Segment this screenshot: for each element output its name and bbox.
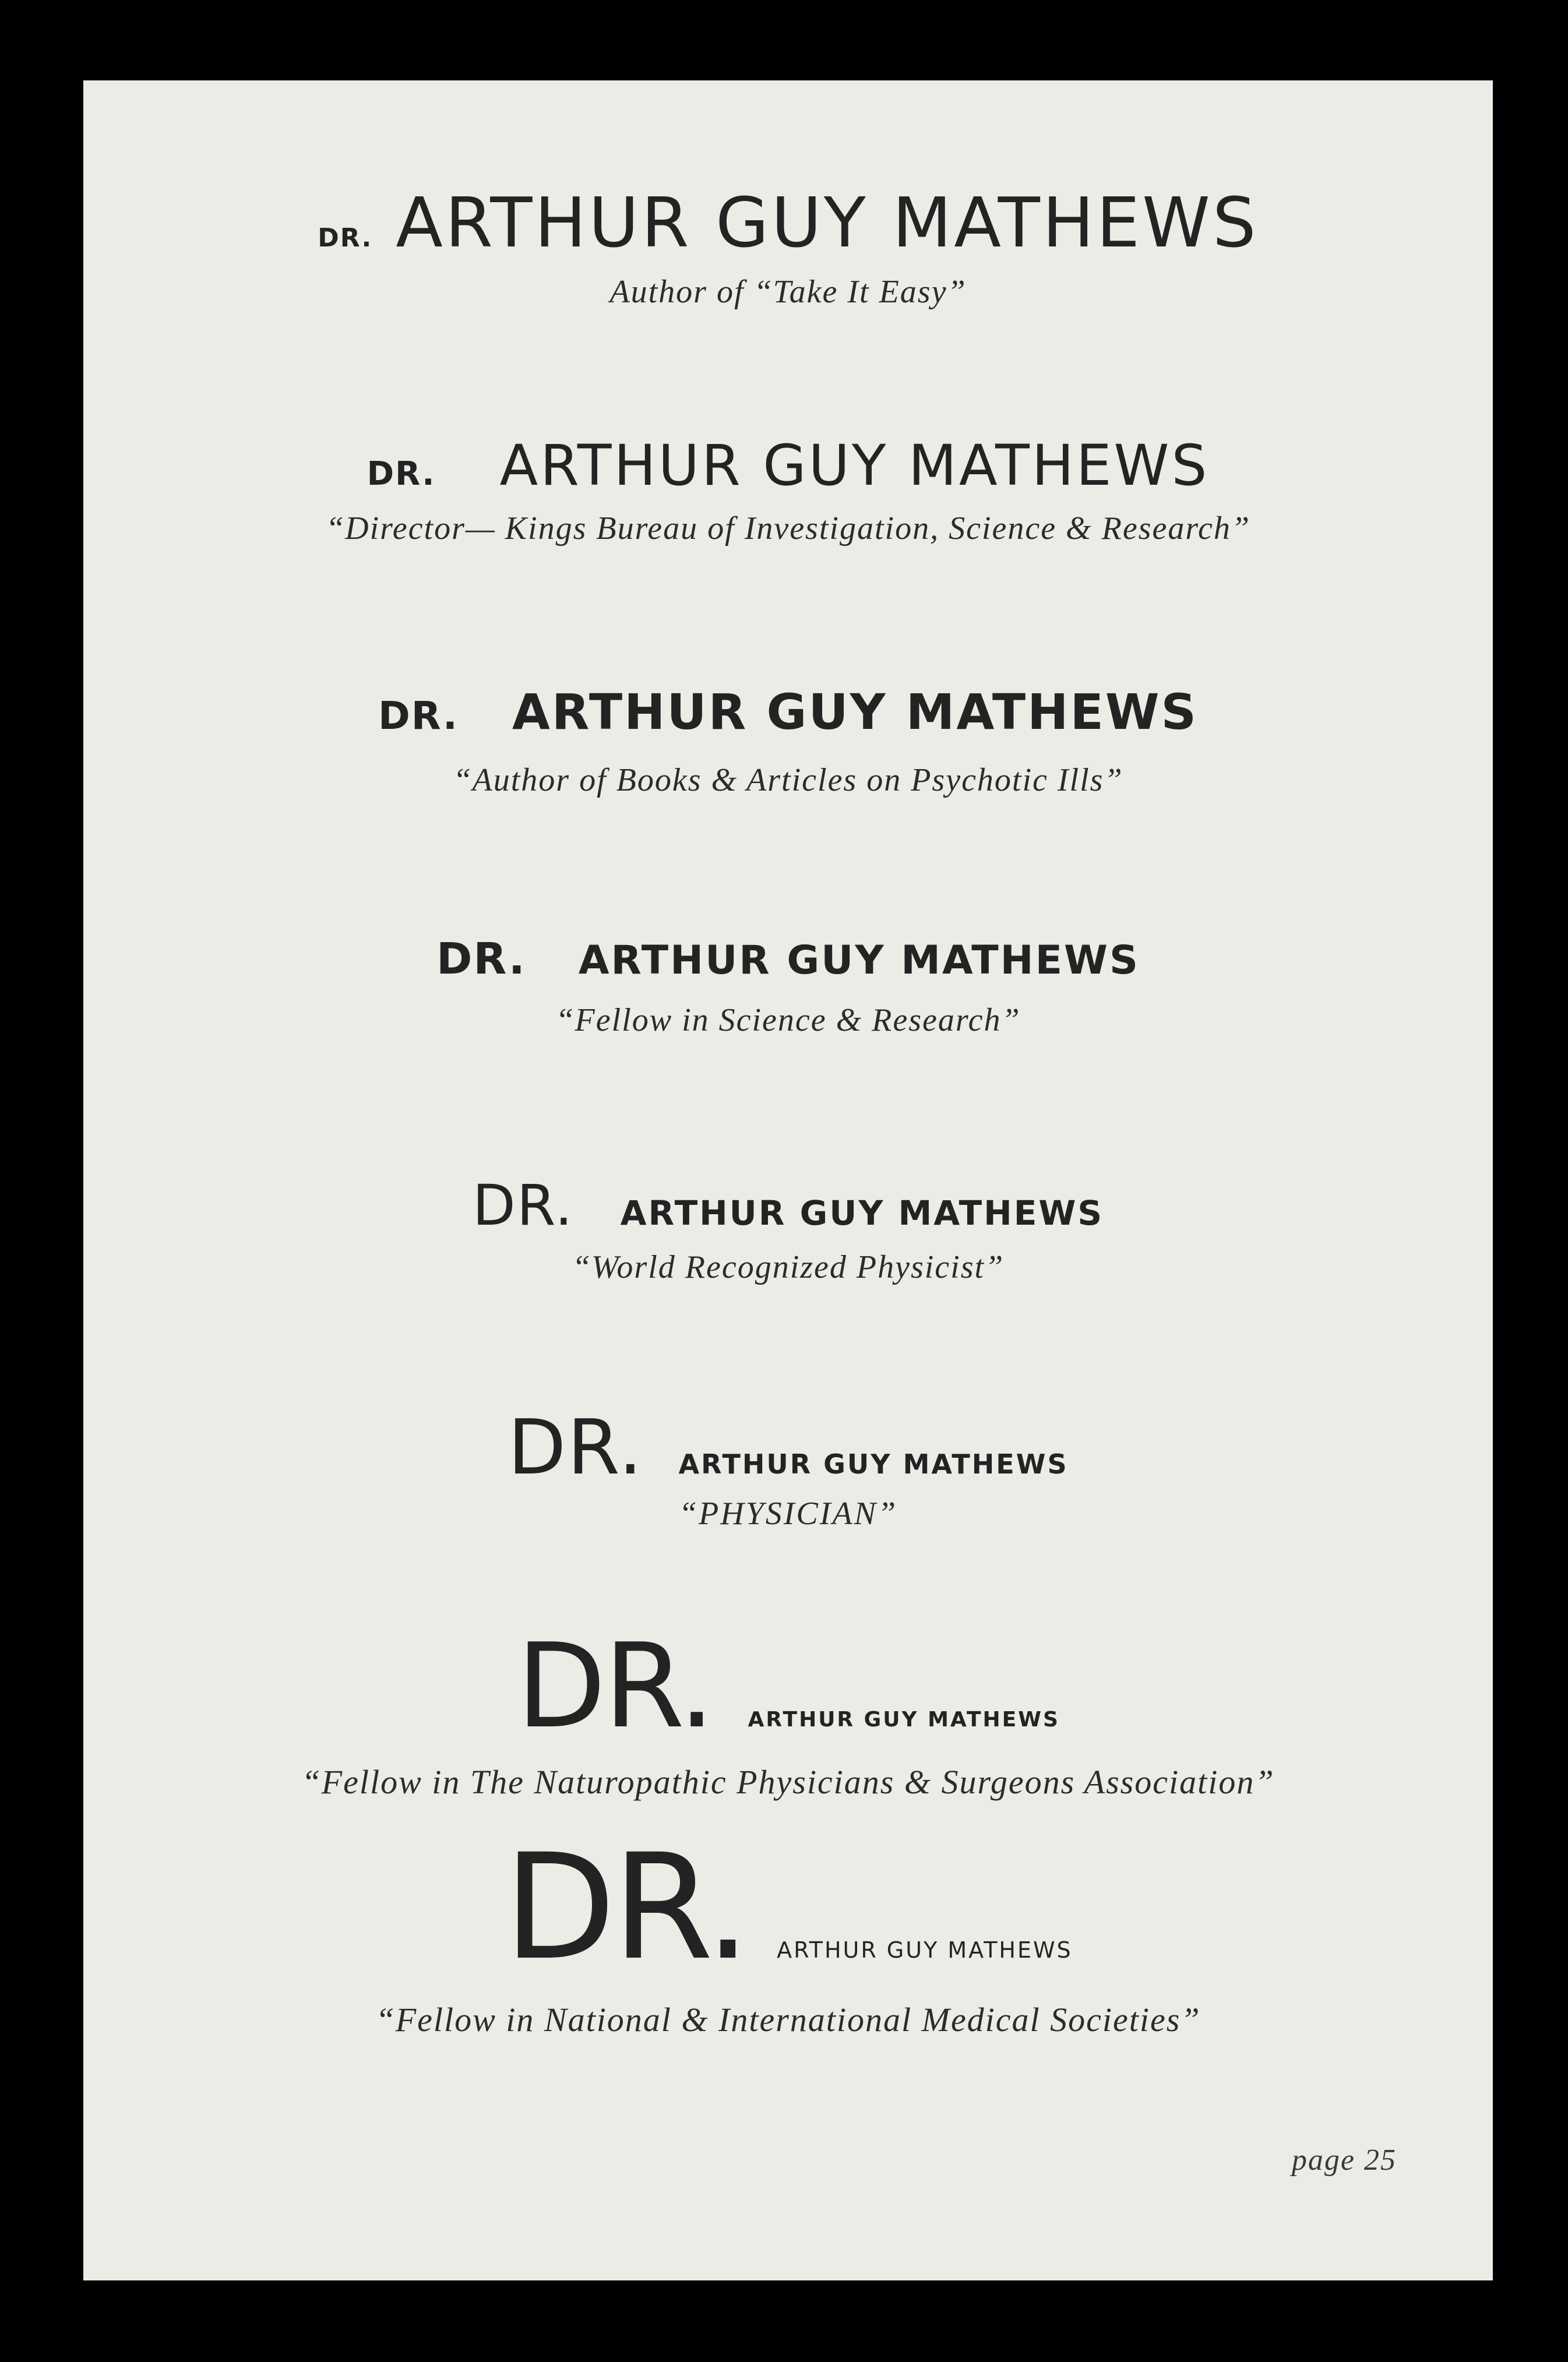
- dr-title: DR.: [367, 455, 436, 493]
- dr-title: DR.: [516, 1619, 713, 1754]
- entry-7: [83, 1619, 1493, 1802]
- dr-title: DR.: [508, 1403, 644, 1492]
- name-line: [83, 934, 1493, 984]
- name-line: [83, 1403, 1493, 1492]
- entry-subtitle: Author of “Take It Easy”: [609, 274, 967, 310]
- entry-4: [83, 934, 1493, 1039]
- document-page: [83, 80, 1493, 2280]
- entry-8: [83, 1822, 1493, 2039]
- entry-subtitle: “Fellow in National & International Medical Societies”: [375, 2001, 1201, 2039]
- entry-subtitle: “Director— Kings Bureau of Investigation, Science & Research”: [325, 510, 1251, 547]
- name-line: [83, 1173, 1493, 1238]
- entry-1: [83, 182, 1493, 311]
- person-name: ARTHUR GUY MATHEWS: [748, 1708, 1060, 1732]
- person-name: ARTHUR GUY MATHEWS: [578, 937, 1140, 983]
- person-name: ARTHUR GUY MATHEWS: [777, 1937, 1073, 1963]
- person-name: ARTHUR GUY MATHEWS: [499, 433, 1210, 498]
- entry-subtitle: “PHYSICIAN”: [678, 1496, 898, 1532]
- dr-title: DR.: [318, 223, 373, 253]
- entry-subtitle: “Author of Books & Articles on Psychotic Ills”: [453, 762, 1123, 798]
- entry-subtitle: “World Recognized Physicist”: [572, 1249, 1005, 1285]
- person-name: ARTHUR GUY MATHEWS: [678, 1448, 1069, 1480]
- name-line: [83, 1619, 1493, 1754]
- name-line: [83, 683, 1493, 741]
- person-name: ARTHUR GUY MATHEWS: [396, 182, 1259, 263]
- dr-title: DR.: [472, 1173, 574, 1238]
- entry-2: [83, 433, 1493, 547]
- entry-subtitle: “Fellow in Science & Research”: [555, 1002, 1021, 1038]
- entry-subtitle: “Fellow in The Naturopathic Physicians & Surgeons Association”: [301, 1763, 1275, 1801]
- person-name: ARTHUR GUY MATHEWS: [620, 1193, 1104, 1233]
- entry-3: [83, 683, 1493, 799]
- page-number: page 25: [1291, 2144, 1397, 2177]
- name-line: [83, 433, 1493, 498]
- name-line: [83, 182, 1493, 263]
- dr-title: DR.: [436, 934, 526, 984]
- entry-5: [83, 1173, 1493, 1286]
- dr-title: DR.: [378, 693, 459, 738]
- name-line: [83, 1822, 1493, 1992]
- person-name: ARTHUR GUY MATHEWS: [512, 683, 1198, 741]
- entry-6: [83, 1403, 1493, 1532]
- dr-title: DR.: [503, 1822, 748, 1992]
